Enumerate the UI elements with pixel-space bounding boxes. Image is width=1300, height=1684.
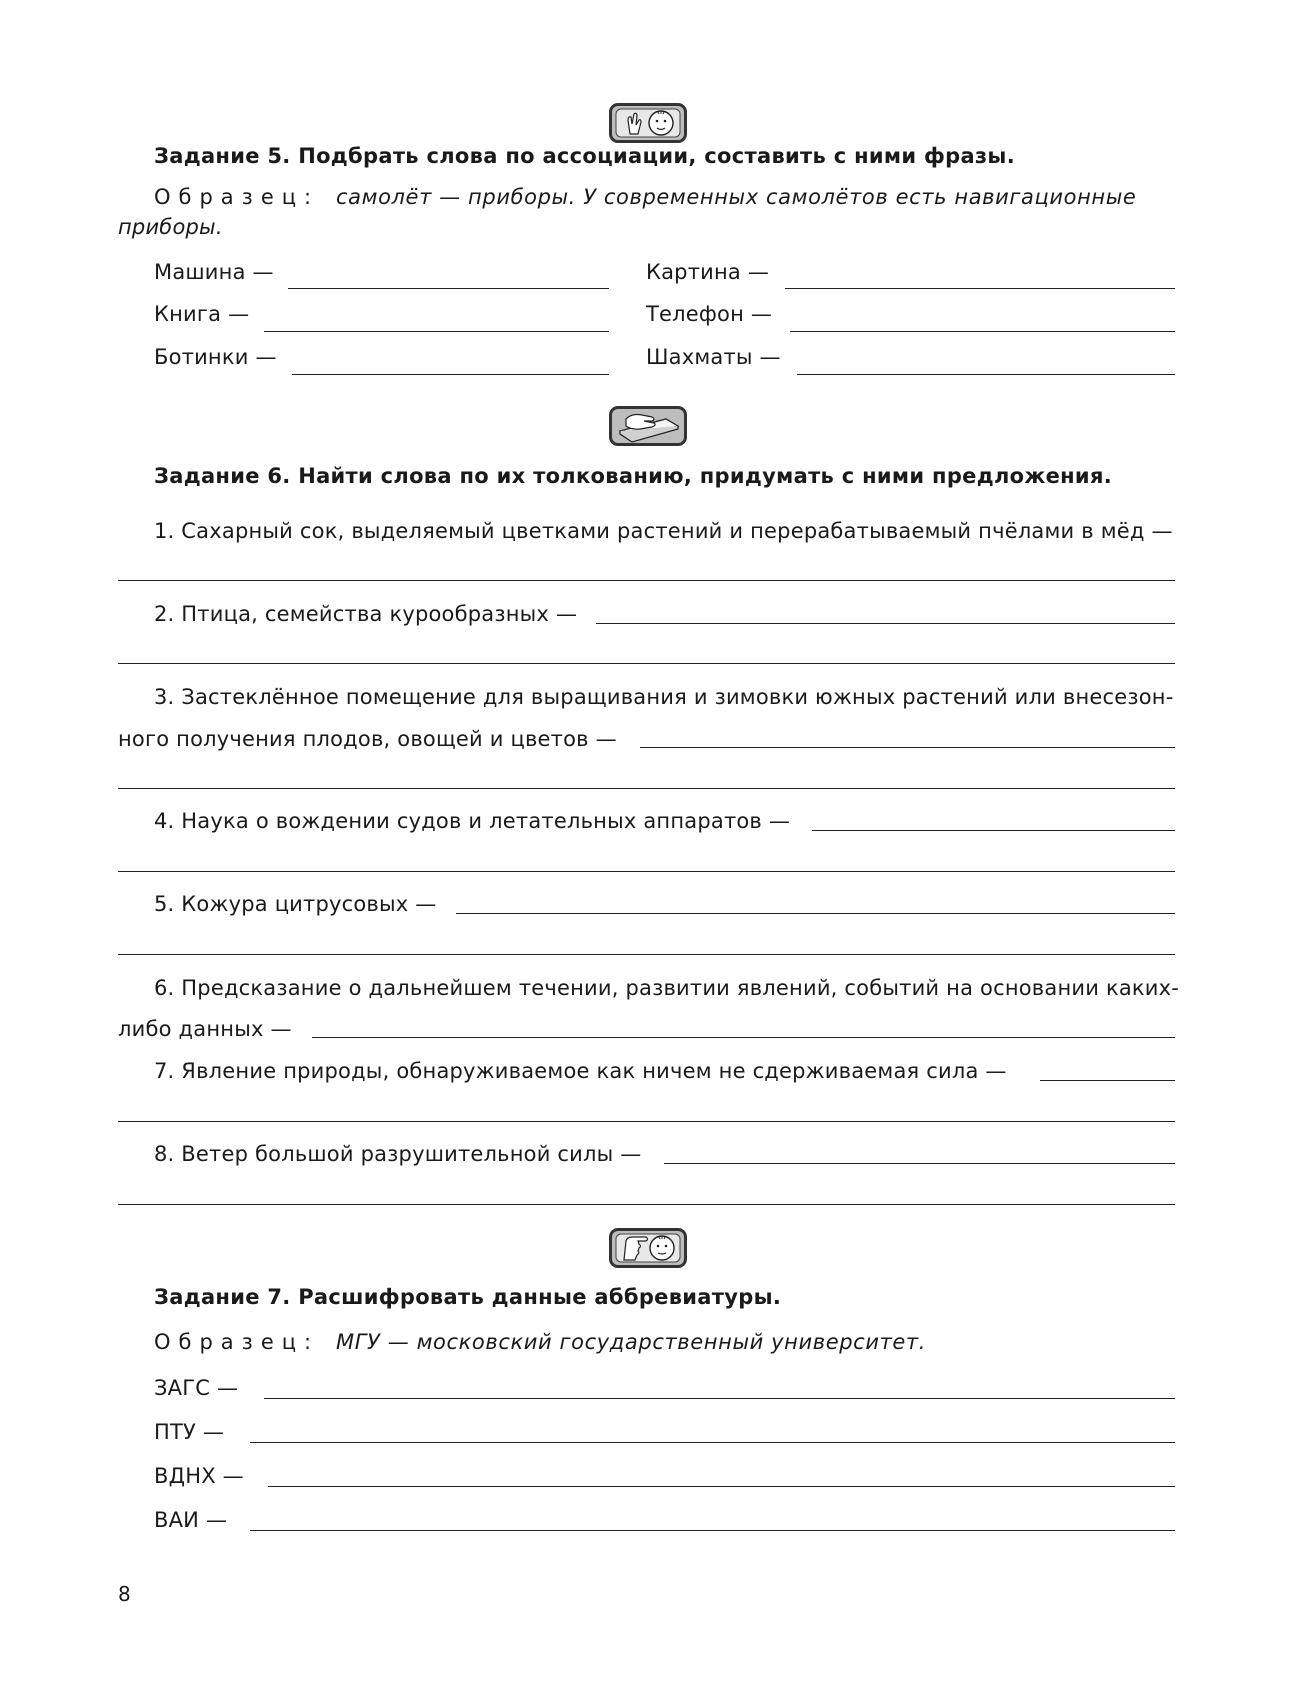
task6-item-3: 3. Застеклённое помещение для выращивания и зимовки южных растений или внесезон- <box>154 685 1174 709</box>
task6-title: Задание 6. Найти слова по их толкованию, придумать с ними предложения. <box>154 464 1113 488</box>
task6-item-8: 8. Ветер большой разрушительной силы — <box>154 1142 642 1166</box>
page-number: 8 <box>118 1582 131 1606</box>
abbr-ptu: ПТУ — <box>154 1420 225 1444</box>
answer-line[interactable] <box>250 1442 1175 1443</box>
answer-line[interactable] <box>812 830 1175 831</box>
answer-line[interactable] <box>118 580 1175 581</box>
hand-on-book-icon <box>609 406 687 446</box>
word-botinki: Ботинки — <box>154 345 277 369</box>
task6-item-4: 4. Наука о вождении судов и летательных аппаратов — <box>154 809 791 833</box>
word-kniga: Книга — <box>154 302 250 326</box>
answer-line[interactable] <box>118 871 1175 872</box>
task7-sample-line <box>154 1330 926 1354</box>
answer-line[interactable] <box>640 747 1175 748</box>
task6-item-7: 7. Явление природы, обнаруживаемое как ничем не сдерживаемая сила — <box>154 1059 1007 1083</box>
task5-title: Задание 5. Подбрать слова по ассоциации, составить с ними фразы. <box>154 144 1016 168</box>
answer-line[interactable] <box>250 1530 1175 1531</box>
answer-line[interactable] <box>292 374 609 375</box>
answer-line[interactable] <box>118 954 1175 955</box>
sample-text: самолёт — приборы. У современных самолётов есть навигационные <box>336 185 1137 209</box>
word-telefon: Телефон — <box>646 302 773 326</box>
sample-text-cont: приборы. <box>118 215 223 239</box>
abbr-zags: ЗАГС — <box>154 1376 239 1400</box>
answer-line[interactable] <box>785 288 1175 289</box>
task6-item-2: 2. Птица, семейства курообразных — <box>154 602 578 626</box>
answer-line[interactable] <box>118 1204 1175 1205</box>
answer-line[interactable] <box>790 331 1175 332</box>
word-kartina: Картина — <box>646 260 770 284</box>
word-shakhmaty: Шахматы — <box>646 345 781 369</box>
task6-item-6-cont: либо данных — <box>118 1017 292 1041</box>
task7-title: Задание 7. Расшифровать данные аббревиатуры. <box>154 1285 782 1309</box>
answer-line[interactable] <box>118 1121 1175 1122</box>
sample-text: МГУ — московский государственный университет. <box>336 1330 927 1354</box>
task6-item-3-cont: ного получения плодов, овощей и цветов — <box>118 727 617 751</box>
task6-item-5: 5. Кожура цитрусовых — <box>154 892 437 916</box>
sample-label: Образец: <box>154 1330 320 1354</box>
answer-line[interactable] <box>288 288 609 289</box>
task6-item-1: 1. Сахарный сок, выделяемый цветками растений и перерабатываемый пчёлами в мёд — <box>154 519 1173 543</box>
abbr-vai: ВАИ — <box>154 1508 228 1532</box>
word-mashina: Машина — <box>154 260 274 284</box>
answer-line[interactable] <box>1040 1080 1175 1081</box>
sample-label: Образец: <box>154 185 320 209</box>
answer-line[interactable] <box>596 623 1175 624</box>
task6-item-6: 6. Предсказание о дальнейшем течении, развитии явлений, событий на основании каких- <box>154 976 1180 1000</box>
answer-line[interactable] <box>797 374 1175 375</box>
answer-line[interactable] <box>268 1486 1175 1487</box>
task5-sample-line <box>154 185 1136 209</box>
answer-line[interactable] <box>264 331 609 332</box>
answer-line[interactable] <box>664 1163 1175 1164</box>
abbr-vdnkh: ВДНХ — <box>154 1464 244 1488</box>
answer-line[interactable] <box>456 913 1175 914</box>
finger-pointing-face-icon <box>609 1228 687 1268</box>
answer-line[interactable] <box>118 788 1175 789</box>
answer-line[interactable] <box>118 663 1175 664</box>
finger-counting-face-icon <box>609 103 687 143</box>
answer-line[interactable] <box>264 1398 1175 1399</box>
answer-line[interactable] <box>312 1037 1175 1038</box>
